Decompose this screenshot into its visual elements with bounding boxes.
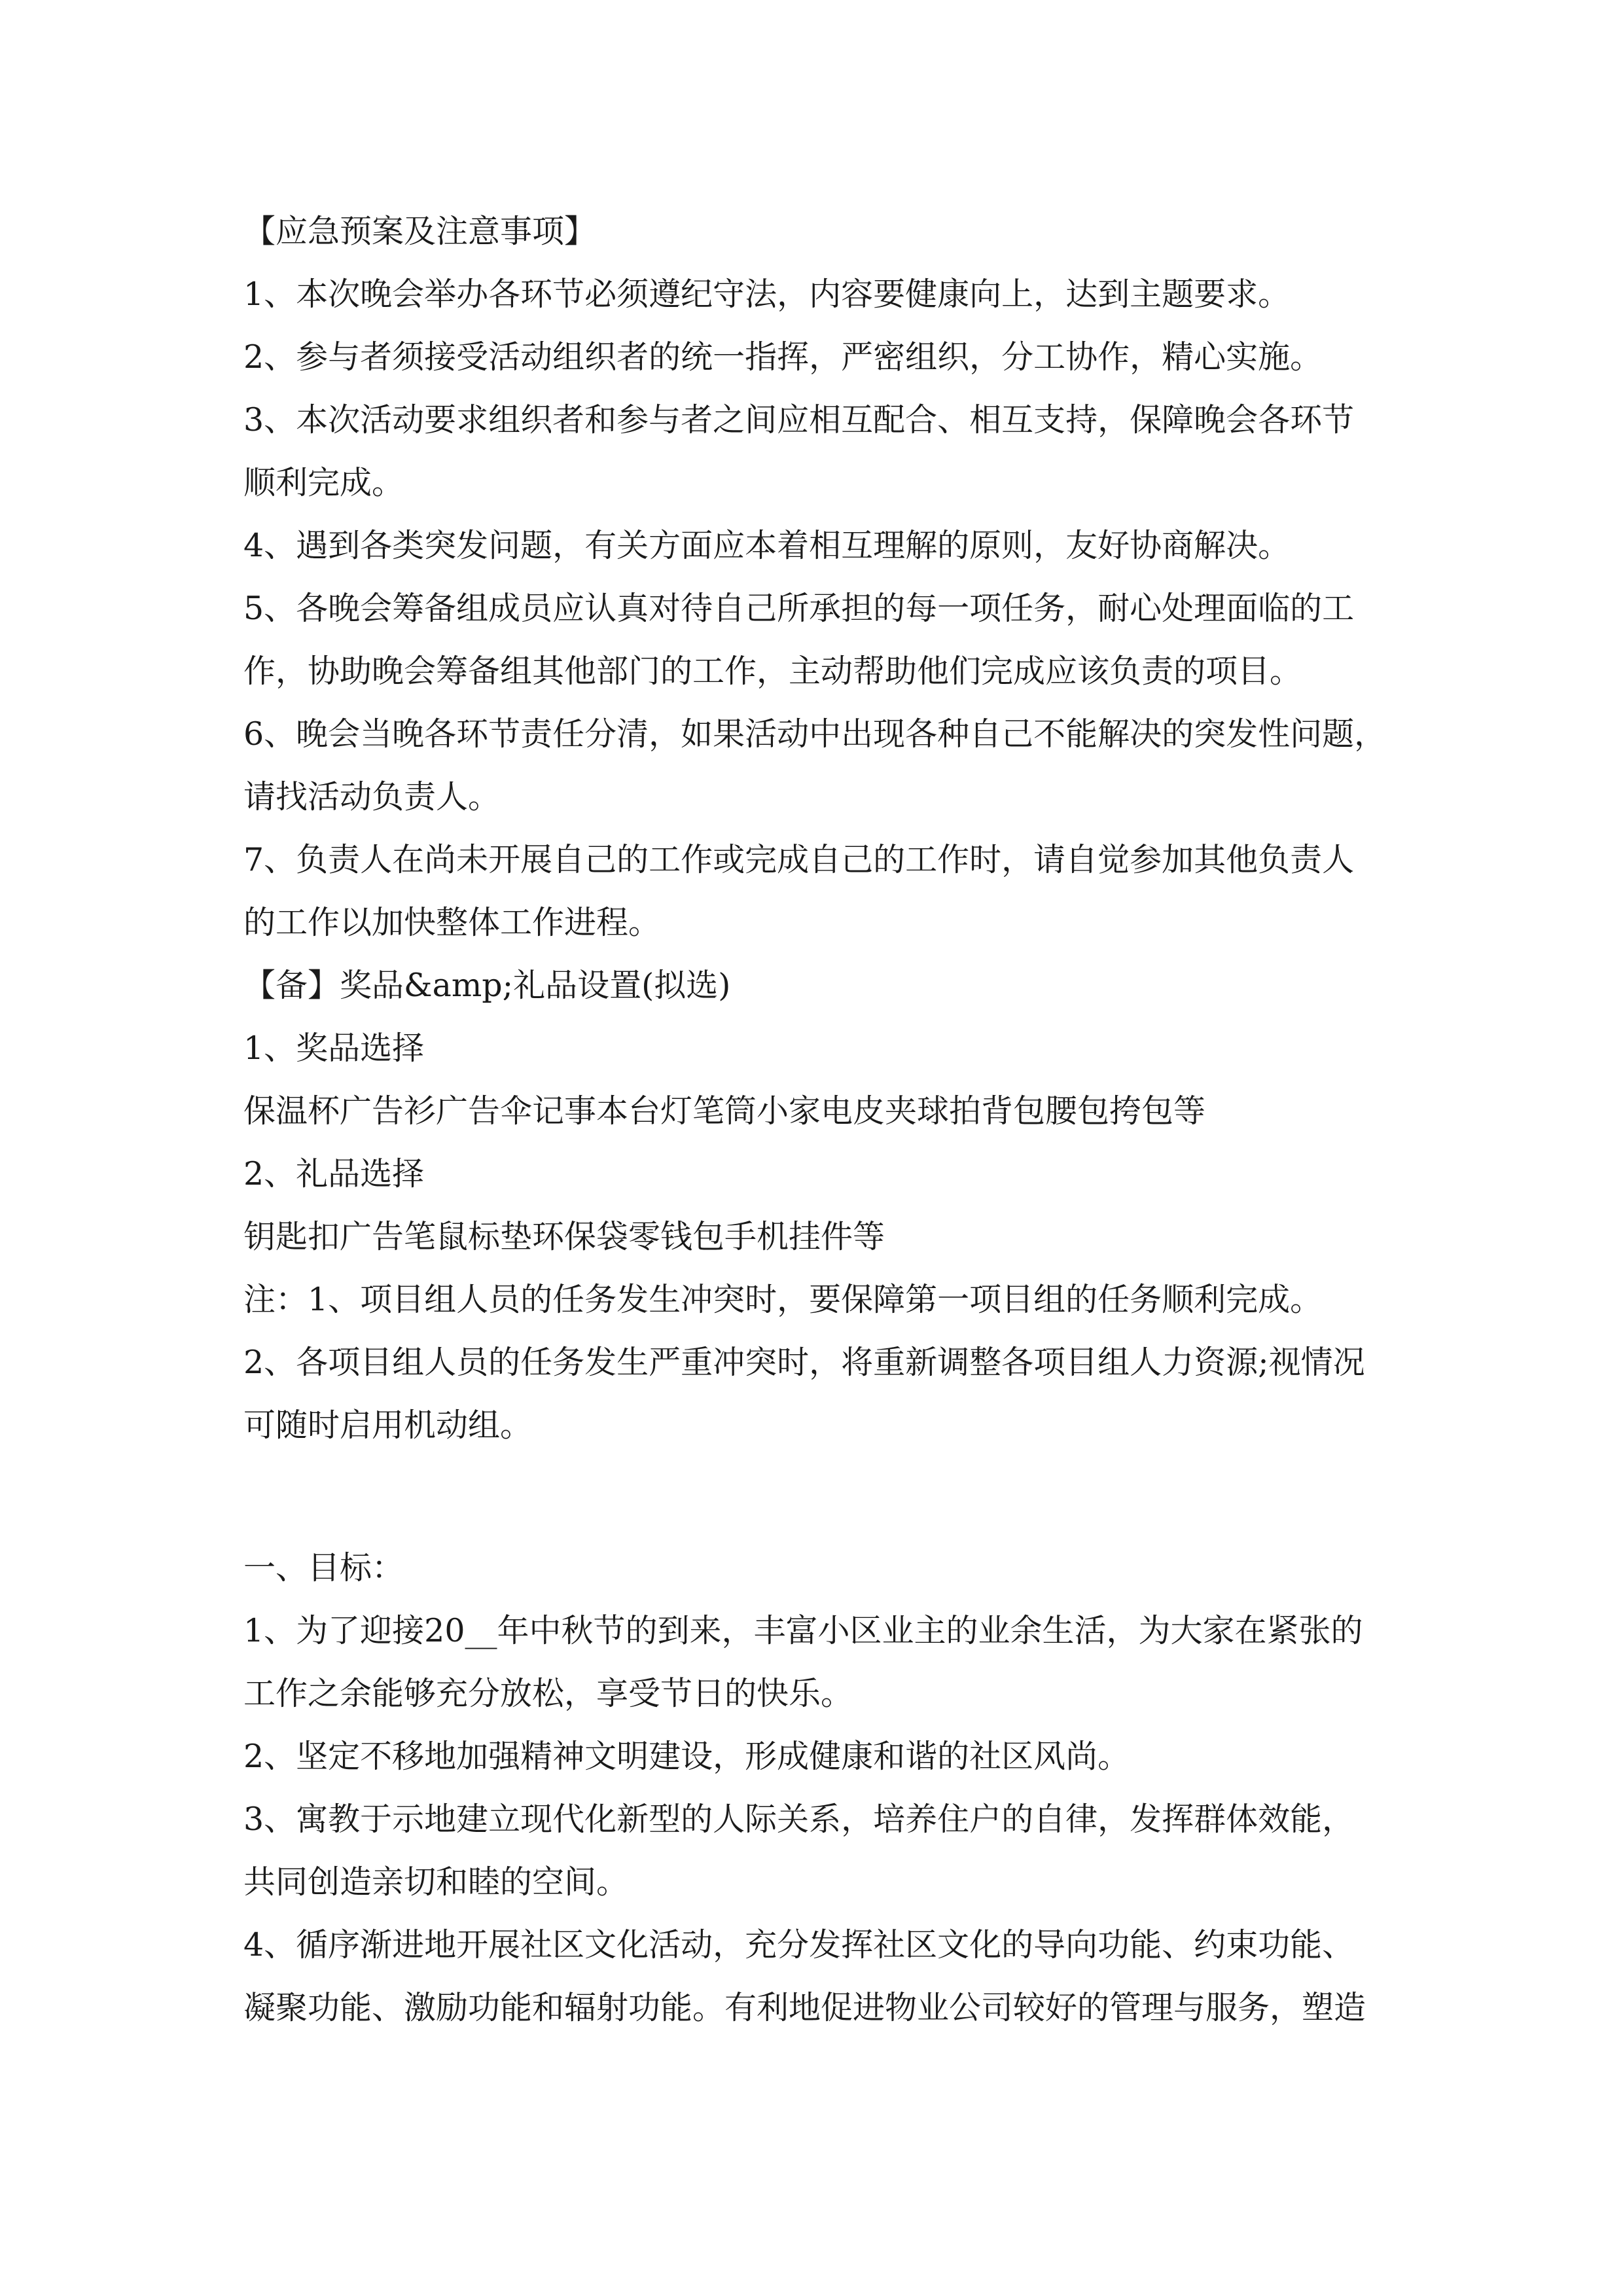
paragraph-line: 6、晚会当晚各环节责任分清，如果活动中出现各种自己不能解决的突发性问题， [243, 715, 1387, 753]
heading-goals: 一、目标： [243, 1549, 404, 1587]
paragraph-line: 2、参与者须接受活动组织者的统一指挥，严密组织，分工协作，精心实施。 [243, 338, 1323, 376]
paragraph-line: 可随时启用机动组。 [243, 1407, 533, 1444]
paragraph-line: 4、循序渐进地开展社区文化活动，充分发挥社区文化的导向功能、约束功能、 [243, 1926, 1355, 1964]
paragraph-line: 3、寓教于示地建立现代化新型的人际关系，培养住户的自律，发挥群体效能， [243, 1801, 1355, 1838]
paragraph-line: 2、礼品选择 [243, 1155, 425, 1193]
paragraph-line: 工作之余能够充分放松，享受节日的快乐。 [243, 1675, 853, 1712]
paragraph-line: 2、各项目组人员的任务发生严重冲突时，将重新调整各项目组人力资源;视情况 [243, 1344, 1365, 1381]
paragraph-line: 注：1、项目组人员的任务发生冲突时，要保障第一项目组的任务顺利完成。 [243, 1281, 1323, 1318]
paragraph-line: 4、遇到各类突发问题，有关方面应本着相互理解的原则，友好协商解决。 [243, 527, 1291, 564]
heading-emergency-plan: 【应急预案及注意事项】 [243, 213, 597, 250]
paragraph-line: 保温杯广告衫广告伞记事本台灯笔筒小家电皮夹球拍背包腰包挎包等 [243, 1092, 1206, 1130]
paragraph-line: 钥匙扣广告笔鼠标垫环保袋零钱包手机挂件等 [243, 1218, 885, 1255]
paragraph-line: 凝聚功能、激励功能和辐射功能。有利地促进物业公司较好的管理与服务，塑造 [243, 1989, 1366, 2026]
paragraph-line: 5、各晚会筹备组成员应认真对待自己所承担的每一项任务，耐心处理面临的工 [243, 590, 1355, 627]
paragraph-line: 请找活动负责人。 [243, 778, 501, 816]
paragraph-line: 作，协助晚会筹备组其他部门的工作，主动帮助他们完成应该负责的项目。 [243, 653, 1302, 690]
paragraph-line: 3、本次活动要求组织者和参与者之间应相互配合、相互支持，保障晚会各环节 [243, 401, 1355, 439]
heading-prizes: 【备】奖品&amp;礼品设置(拟选) [243, 967, 731, 1004]
paragraph-line: 1、为了迎接20__年中秋节的到来，丰富小区业主的业余生活，为大家在紧张的 [243, 1612, 1363, 1649]
paragraph-line: 2、坚定不移地加强精神文明建设，形成健康和谐的社区风尚。 [243, 1738, 1130, 1775]
paragraph-line: 7、负责人在尚未开展自己的工作或完成自己的工作时，请自觉参加其他负责人 [243, 841, 1355, 878]
paragraph-line: 1、奖品选择 [243, 1030, 425, 1067]
paragraph-line: 共同创造亲切和睦的空间。 [243, 1863, 629, 1901]
paragraph-line: 1、本次晚会举办各环节必须遵纪守法，内容要健康向上，达到主题要求。 [243, 276, 1291, 313]
paragraph-line: 顺利完成。 [243, 464, 404, 501]
paragraph-line: 的工作以加快整体工作进程。 [243, 904, 661, 941]
